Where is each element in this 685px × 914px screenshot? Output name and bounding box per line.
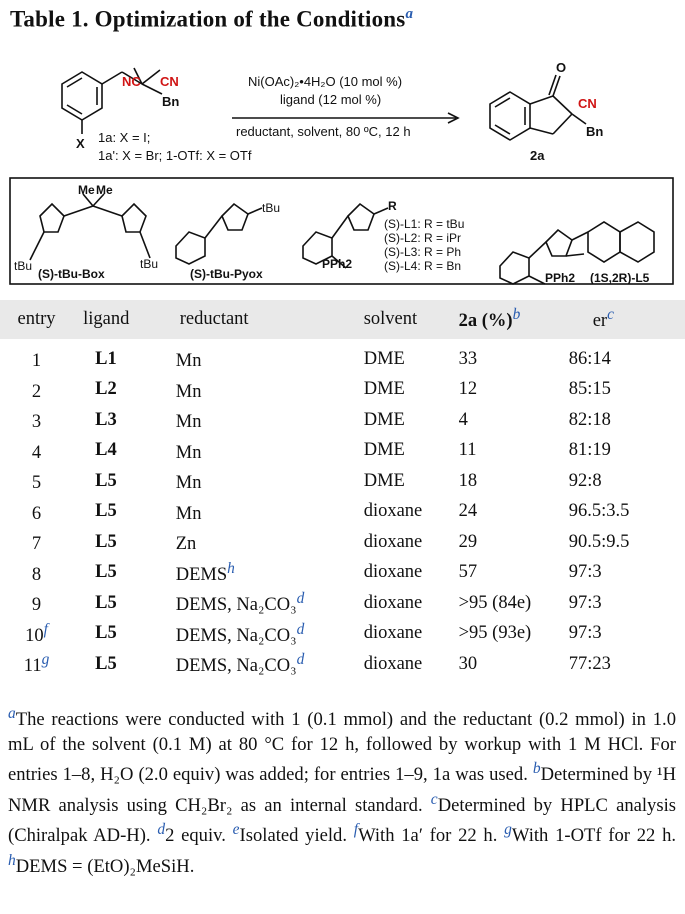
entry-cell-text: 7 [31,534,42,555]
product-cn-label: CN [578,96,597,111]
entry-cell-text: 3 [31,412,42,433]
er-cell-text: 77:23 [568,653,611,674]
footnote-e: Isolated yield. [239,825,347,847]
solvent-cell [364,375,459,406]
table-row [0,558,685,589]
reductant-cell-text: DEMS, Na₂CO₃ [175,595,297,616]
header-yield-text: 2a (%) [458,311,513,332]
yield-cell [459,375,569,406]
optimization-table [0,300,685,680]
footnote-b: Determined by ¹H NMR analysis using CH₂Br₂ as an internal standard. [8,764,676,816]
reductant-cell [168,436,364,467]
box-me1: Me [78,183,95,197]
yield-cell-text: 30 [458,653,478,674]
reductant-cell [168,588,364,619]
solvent-cell [364,649,459,680]
header-reductant: reductant [179,309,249,329]
box-tbu2: tBu [140,257,159,271]
ligand-cell [73,649,168,680]
entry-cell-text: 4 [31,442,42,463]
solvent-cell [364,619,459,650]
er-cell [569,527,685,558]
reductant-cell-note: d [296,620,305,638]
yield-cell-text: 18 [458,470,478,491]
solvent-cell-text: dioxane [363,501,423,522]
condition-line-2: ligand (12 mol %) [280,92,382,107]
table-row [0,497,685,528]
footnote-d: 2 equiv. [165,825,226,847]
box-label: (S)-tBu-Box [38,267,105,281]
solvent-cell-text: dioxane [363,623,423,644]
product-label: 2a [530,148,545,163]
entry-cell [0,466,73,497]
reductant-cell-text: Mn [175,351,202,372]
entry-cell-note: f [43,620,48,638]
ligand-cell-text: L5 [95,592,117,613]
footnotes: $^a$The reactions were conducted with 1 (0.1 mmol) and the reductant (0.2 mmol) in 1.0 mL of the solvent (0.1 M) at 80 °C for 12 h, followed by workup with 1 M HCl. For entries 1–8, H₂O (2.0 equiv) was added; for entries 1–9, 1a was used. $^b$Determined by ¹H NMR analysis using CH₂Br₂ as an internal standard. $^c$Determined by HPLC analysis (Chiralpak AD-H). $^d$2 equiv. $^e$Isolated yield. $^f$With 1a′ for 22 h. $^g$With 1-OTf for 22 h. $^h$DEMS = (EtO)₂MeSiH. [8,705,677,877]
l-r-label: R [388,199,397,213]
ligand-cell [73,497,168,528]
yield-cell [459,405,569,436]
l-pph2-label: PPh2 [322,257,353,271]
ligand-cell-text: L4 [95,440,117,461]
solvent-cell [364,497,459,528]
er-cell-text: 82:18 [568,409,611,430]
ligand-cell [73,466,168,497]
entry-cell-text: 11 [23,656,42,677]
solvent-cell-text: dioxane [363,562,423,583]
er-cell-text: 96.5:3.5 [568,501,630,522]
entry-cell-text: 1 [31,351,42,372]
footnote-h: DEMS = (EtO)₂MeSiH. [15,855,195,877]
er-cell-text: 86:14 [568,348,611,369]
reductant-cell-text: Mn [175,503,202,524]
table-row [0,375,685,406]
yield-cell-text: 57 [458,562,478,583]
header-yield [459,300,569,339]
reductant-cell-note: h [227,559,235,577]
reductant-cell-text: DEMS, Na₂CO₃ [175,625,297,646]
reductant-cell-note: d [296,651,305,669]
yield-cell [459,436,569,467]
er-cell-text: 90.5:9.5 [568,531,630,552]
er-cell-text: 81:19 [568,440,611,461]
er-cell [569,436,685,467]
l2-label: (S)-L2: R = iPr [384,231,462,245]
entry-cell [0,497,73,528]
reductant-cell [168,558,364,589]
yield-cell [459,527,569,558]
solvent-cell-text: DME [363,470,405,491]
reductant-cell-text: Mn [175,473,202,494]
entry-cell-text: 5 [31,473,42,494]
ligand-cell-text: L1 [95,348,117,369]
ligand-cell [73,558,168,589]
yield-cell [459,588,569,619]
solvent-cell-text: DME [363,379,405,400]
er-cell [569,466,685,497]
l3-label: (S)-L3: R = Ph [384,245,462,259]
sm-label-1: 1a: X = I; [98,130,151,145]
carbonyl-o-label: O [556,60,567,75]
entry-cell-note: g [41,651,50,669]
reductant-cell-text: DEMS [175,564,228,585]
entry-cell [0,375,73,406]
reductant-cell-text: Mn [175,442,202,463]
ligand-cell-text: L5 [95,531,117,552]
ligand-cell-text: L5 [95,501,117,522]
header-er [569,300,685,339]
reductant-cell [168,375,364,406]
reductant-cell [168,339,364,375]
er-cell [569,649,685,680]
solvent-cell [364,405,459,436]
header-entry: entry [17,309,56,329]
table-row [0,619,685,650]
footnote-f: With 1a′ for 22 h. [358,825,498,847]
l1-label: (S)-L1: R = tBu [384,217,465,231]
table-row [0,649,685,680]
er-cell [569,588,685,619]
solvent-cell [364,436,459,467]
yield-cell [459,649,569,680]
ligand-cell-text: L5 [95,623,117,644]
yield-cell-text: 11 [458,440,477,461]
yield-cell-text: 4 [458,409,468,430]
footnote-g: With 1-OTf for 22 h. [511,825,677,847]
box-me2: Me [96,183,113,197]
yield-cell-text: >95 (84e) [458,592,532,613]
er-cell-text: 85:15 [568,379,611,400]
nc-label: NC [122,74,141,89]
entry-cell-text: 6 [31,503,42,524]
entry-cell [0,527,73,558]
condition-line-1: Ni(OAc)₂•4H₂O (10 mol %) [248,74,403,89]
er-cell [569,619,685,650]
pyox-label: (S)-tBu-Pyox [190,267,263,281]
table-title: Table 1. Optimization of the Conditions$^a$ [10,6,414,32]
box-tbu1: tBu [14,259,33,273]
table-row [0,405,685,436]
solvent-cell [364,527,459,558]
footnote-a: The reactions were conducted with 1 (0.1 mmol) and the reductant (0.2 mmol) in 1.0 mL of the solvent (0.1 M) at 80 °C for 12 h, followed by workup with 1 M HCl. For entries 1–8, H₂O (2.0 equiv) was added; for entries 1–9, 1a was used. [8,709,676,786]
solvent-cell-text: DME [363,348,405,369]
reductant-cell-note: d [296,590,305,608]
table-row [0,466,685,497]
reductant-cell [168,497,364,528]
er-cell-text: 97:3 [568,592,602,613]
ligand-cell [73,619,168,650]
solvent-cell [364,466,459,497]
ligand-cell-text: L5 [95,562,117,583]
title-note: a [405,6,414,22]
sm-label-2: 1a': X = Br; 1-OTf: X = OTf [98,148,252,163]
condition-line-3: reductant, solvent, 80 ºC, 12 h [236,124,411,139]
entry-cell [0,558,73,589]
pyox-tbu: tBu [262,201,281,215]
table-row [0,436,685,467]
solvent-cell-text: DME [363,440,405,461]
header-er-note: c [607,306,614,324]
header-er-text: er [592,311,608,332]
er-cell [569,558,685,589]
entry-cell [0,649,73,680]
reductant-cell [168,619,364,650]
l5-pph2-label: PPh2 [545,271,576,285]
reductant-cell-text: Zn [175,534,197,555]
solvent-cell-text: DME [363,409,405,430]
reductant-cell-text: Mn [175,381,202,402]
reductant-cell [168,649,364,680]
yield-cell-text: 12 [458,379,478,400]
yield-cell-text: >95 (93e) [458,623,532,644]
ligand-cell-text: L5 [95,653,117,674]
yield-cell [459,497,569,528]
cn-label: CN [160,74,179,89]
yield-cell [459,619,569,650]
er-cell [569,375,685,406]
entry-cell-text: 9 [31,595,42,616]
reductant-cell [168,405,364,436]
entry-cell [0,339,73,375]
ligand-cell [73,405,168,436]
table-row [0,339,685,375]
reductant-cell [168,527,364,558]
table-row [0,588,685,619]
x-label: X [76,136,85,151]
er-cell-text: 97:3 [568,562,602,583]
yield-cell-text: 24 [458,501,478,522]
reaction-scheme [0,56,685,292]
reductant-cell [168,466,364,497]
entry-cell-text: 2 [31,381,42,402]
yield-cell [459,339,569,375]
er-cell [569,405,685,436]
ligand-cell [73,375,168,406]
ligand-cell [73,339,168,375]
ligand-cell [73,436,168,467]
er-cell-text: 92:8 [568,470,602,491]
reductant-cell-text: DEMS, Na₂CO₃ [175,656,297,677]
entry-cell [0,405,73,436]
yield-cell [459,466,569,497]
ligand-cell-text: L3 [95,409,117,430]
yield-cell-text: 33 [458,348,478,369]
entry-cell [0,588,73,619]
er-cell-text: 97:3 [568,623,602,644]
table-row [0,527,685,558]
solvent-cell [364,558,459,589]
yield-cell-text: 29 [458,531,478,552]
bn-label: Bn [162,94,180,109]
solvent-cell [364,588,459,619]
solvent-cell-text: dioxane [363,653,423,674]
yield-cell [459,558,569,589]
table-header-row [0,300,685,339]
reductant-cell-text: Mn [175,412,202,433]
header-yield-note: b [512,306,521,324]
solvent-cell [364,339,459,375]
solvent-cell-text: dioxane [363,592,423,613]
entry-cell [0,619,73,650]
solvent-cell-text: dioxane [363,531,423,552]
footnote-c: Determined by HPLC analysis (Chiralpak AD-H). [8,794,676,847]
l4-label: (S)-L4: R = Bn [384,259,462,273]
er-cell [569,497,685,528]
entry-cell [0,436,73,467]
ligand-cell [73,588,168,619]
er-cell [569,339,685,375]
ligand-cell-text: L2 [95,379,117,400]
product-bn-label: Bn [586,124,604,139]
header-solvent: solvent [363,309,418,329]
entry-cell-text: 8 [31,564,42,585]
header-ligand: ligand [83,309,130,329]
ligand-cell-text: L5 [95,470,117,491]
entry-cell-text: 10 [25,625,44,646]
ligand-cell [73,527,168,558]
l5-label: (1S,2R)-L5 [590,271,650,285]
